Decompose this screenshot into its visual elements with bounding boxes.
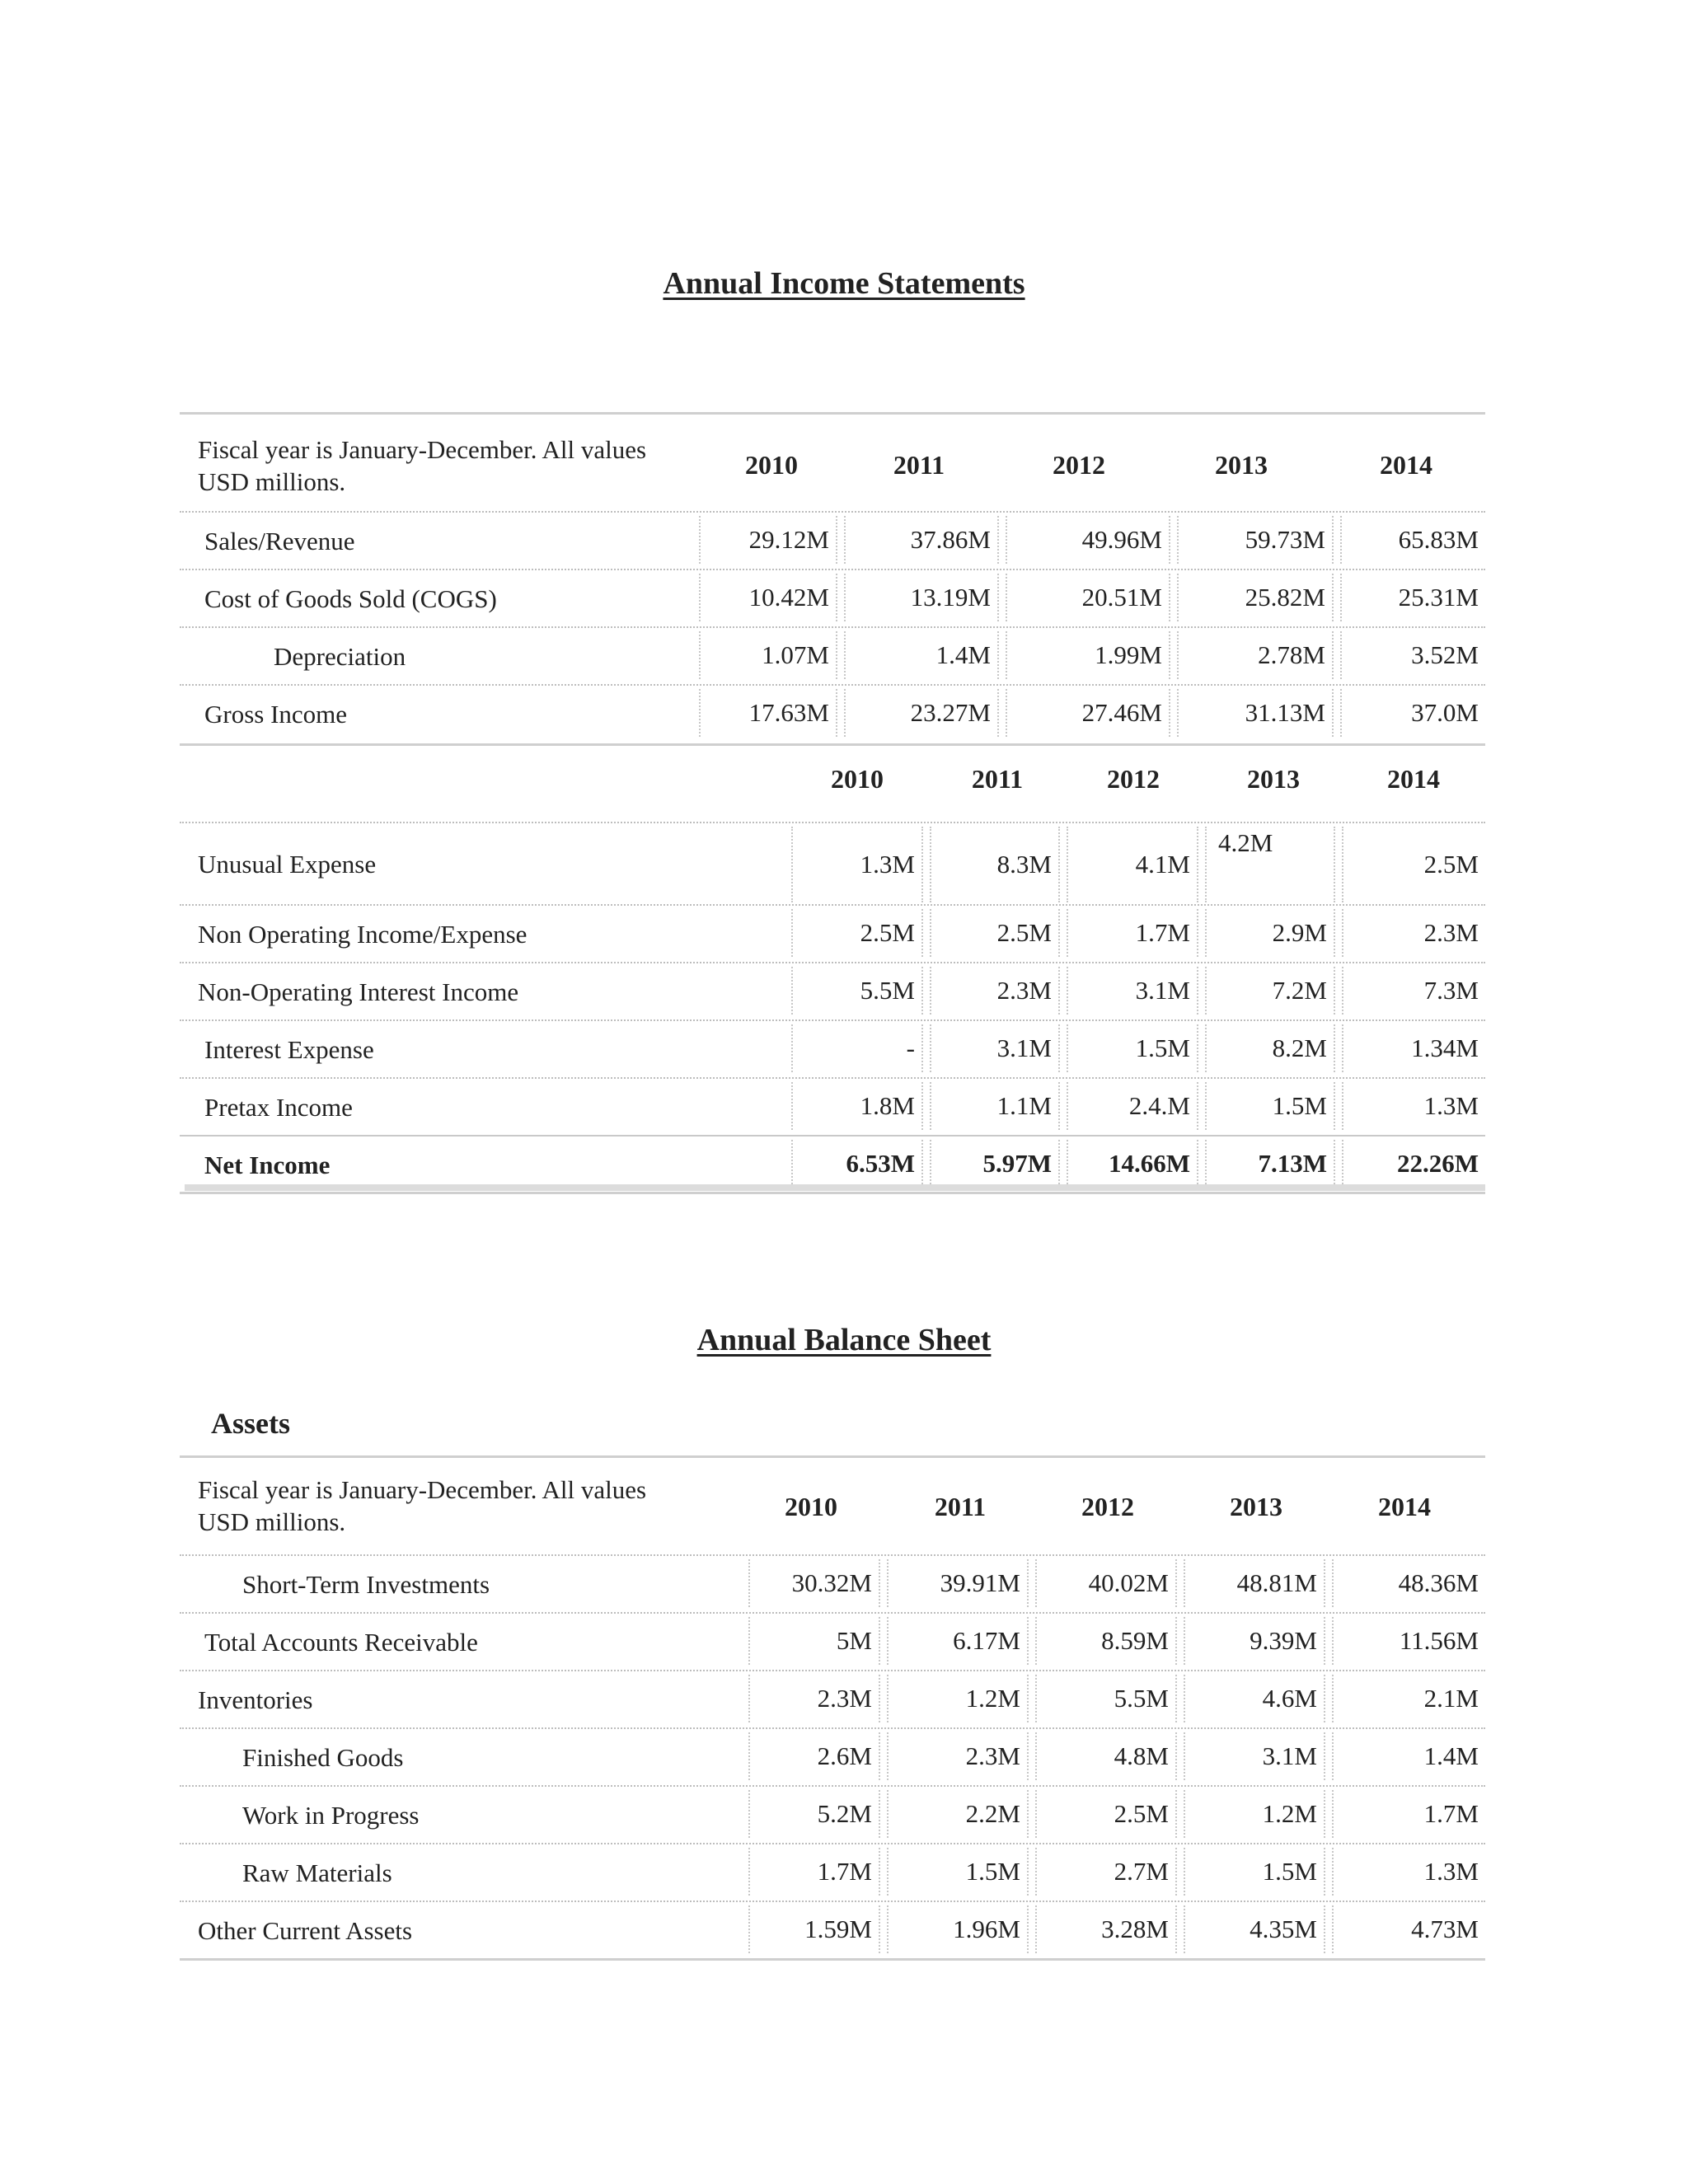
value-cell: 23.27M — [844, 689, 999, 737]
value-cell: 3.52M — [1340, 631, 1485, 679]
value-cell: 39.91M — [887, 1559, 1029, 1607]
value-cell: 1.7M — [748, 1848, 880, 1896]
value-cell: 1.7M — [1332, 1790, 1485, 1838]
balance-year-2013: 2013 — [1230, 1492, 1282, 1521]
value-cell: 1.5M — [1184, 1848, 1325, 1896]
net-income-row — [180, 1135, 1485, 1194]
row-label: Inventories — [198, 1685, 313, 1714]
value-cell: 5.5M — [1035, 1675, 1177, 1722]
value-cell: - — [791, 1024, 923, 1072]
value-cell: 2.4.M — [1067, 1082, 1198, 1130]
balance-year-2014: 2014 — [1378, 1492, 1431, 1521]
value-cell: 1.07M — [699, 631, 837, 679]
value-cell: 7.3M — [1342, 967, 1485, 1015]
income-year-2012: 2012 — [1053, 450, 1105, 480]
value-cell: 4.8M — [1035, 1732, 1177, 1780]
value-cell: 8.3M — [930, 827, 1060, 902]
value-cell: 8.59M — [1035, 1617, 1177, 1665]
row-label: Sales/Revenue — [204, 527, 355, 555]
table-row — [180, 822, 1485, 906]
value-cell: 25.31M — [1340, 574, 1485, 621]
row-label: Short-Term Investments — [242, 1570, 490, 1599]
income-header-note: Fiscal year is January-December. All values USD millions. — [198, 435, 647, 496]
table-row — [180, 1019, 1485, 1079]
value-cell: 1.5M — [1067, 1024, 1198, 1072]
value-cell: 14.66M — [1067, 1140, 1198, 1188]
value-cell: 4.73M — [1332, 1905, 1485, 1953]
value-cell: 1.59M — [748, 1905, 880, 1953]
value-cell: 2.7M — [1035, 1848, 1177, 1896]
value-cell: 3.1M — [1067, 967, 1198, 1015]
value-cell: 1.3M — [791, 827, 923, 902]
net-income-shade — [185, 1184, 1485, 1191]
income-year-2013: 2013 — [1247, 764, 1300, 794]
value-cell: 17.63M — [699, 689, 837, 737]
value-cell: 10.42M — [699, 574, 837, 621]
value-cell: 2.5M — [791, 909, 923, 957]
value-cell: 2.5M — [1035, 1790, 1177, 1838]
value-cell: 4.1M — [1067, 827, 1198, 902]
value-cell: 6.53M — [791, 1140, 923, 1188]
value-cell: 1.99M — [1006, 631, 1170, 679]
value-cell: 2.3M — [887, 1732, 1029, 1780]
balance-header-note: Fiscal year is January-December. All values USD millions. — [198, 1475, 647, 1536]
income-year-2013: 2013 — [1215, 450, 1268, 480]
value-cell: 11.56M — [1332, 1617, 1485, 1665]
table-row — [180, 1727, 1485, 1787]
value-cell: 40.02M — [1035, 1559, 1177, 1607]
value-cell: 5.2M — [748, 1790, 880, 1838]
value-cell: 7.13M — [1205, 1140, 1335, 1188]
value-cell: 27.46M — [1006, 689, 1170, 737]
value-cell: 37.86M — [844, 516, 999, 564]
value-cell: 37.0M — [1340, 689, 1485, 737]
value-cell: 1.5M — [887, 1848, 1029, 1896]
value-cell: 48.81M — [1184, 1559, 1325, 1607]
value-cell: 2.5M — [1342, 827, 1485, 902]
value-cell: 2.3M — [1342, 909, 1485, 957]
value-cell: 1.4M — [1332, 1732, 1485, 1780]
row-label: Interest Expense — [204, 1035, 374, 1064]
income-table-part1 — [180, 412, 1485, 750]
table-row — [180, 1900, 1485, 1960]
income-year-2010: 2010 — [745, 450, 798, 480]
table-row — [180, 1670, 1485, 1729]
row-label: Non Operating Income/Expense — [198, 920, 528, 949]
value-cell: 25.82M — [1177, 574, 1334, 621]
value-cell: 1.2M — [887, 1675, 1029, 1722]
value-cell: 2.78M — [1177, 631, 1334, 679]
row-label: Gross Income — [204, 700, 348, 729]
table-row — [180, 1554, 1485, 1614]
row-label: Total Accounts Receivable — [204, 1628, 478, 1657]
value-cell: 1.34M — [1342, 1024, 1485, 1072]
value-cell: 29.12M — [699, 516, 837, 564]
value-cell: 1.7M — [1067, 909, 1198, 957]
table-row — [180, 962, 1485, 1021]
value-cell: 2.5M — [930, 909, 1060, 957]
value-cell: 48.36M — [1332, 1559, 1485, 1607]
table-row — [180, 684, 1485, 743]
value-cell: 2.6M — [748, 1732, 880, 1780]
balance-title: Annual Balance Sheet — [696, 1323, 992, 1357]
balance-table — [180, 1455, 1485, 1958]
income-year-2014: 2014 — [1387, 764, 1440, 794]
value-cell: 2.9M — [1205, 909, 1335, 957]
table-row — [180, 1612, 1485, 1671]
income-bottom-rule — [180, 1192, 1485, 1194]
row-label: Pretax Income — [204, 1093, 353, 1122]
table-row — [180, 1843, 1485, 1902]
income-year-2014: 2014 — [1380, 450, 1432, 480]
balance-year-2012: 2012 — [1081, 1492, 1134, 1521]
value-cell: 3.1M — [930, 1024, 1060, 1072]
table-row — [180, 626, 1485, 686]
income-table-part2 — [180, 746, 1485, 1195]
value-cell: 1.8M — [791, 1082, 923, 1130]
row-label: Finished Goods — [242, 1743, 404, 1772]
value-cell: 9.39M — [1184, 1617, 1325, 1665]
row-label: Raw Materials — [242, 1858, 392, 1887]
income-header-row — [180, 434, 1485, 508]
income-title: Annual Income Statements — [663, 266, 1025, 301]
value-cell: 5.97M — [930, 1140, 1060, 1188]
table-row — [180, 1077, 1485, 1137]
value-cell: 5M — [748, 1617, 880, 1665]
balance-year-2010: 2010 — [785, 1492, 837, 1521]
row-label: Net Income — [204, 1151, 331, 1179]
value-cell: 65.83M — [1340, 516, 1485, 564]
assets-heading: Assets — [211, 1407, 290, 1440]
row-label: Unusual Expense — [198, 850, 377, 879]
table-row — [180, 511, 1485, 570]
value-cell: 4.2M — [1205, 827, 1335, 902]
value-cell: 2.2M — [887, 1790, 1029, 1838]
row-label: Other Current Assets — [198, 1916, 413, 1945]
value-cell: 1.96M — [887, 1905, 1029, 1953]
value-cell: 2.3M — [748, 1675, 880, 1722]
value-cell: 4.35M — [1184, 1905, 1325, 1953]
value-cell: 1.5M — [1205, 1082, 1335, 1130]
value-cell: 3.28M — [1035, 1905, 1177, 1953]
value-cell: 20.51M — [1006, 574, 1170, 621]
value-cell: 5.5M — [791, 967, 923, 1015]
value-cell: 59.73M — [1177, 516, 1334, 564]
value-cell: 30.32M — [748, 1559, 880, 1607]
value-cell: 1.3M — [1342, 1082, 1485, 1130]
value-cell: 1.2M — [1184, 1790, 1325, 1838]
income-header-row-2 — [180, 764, 1485, 805]
value-cell: 31.13M — [1177, 689, 1334, 737]
value-cell: 49.96M — [1006, 516, 1170, 564]
income-year-2010: 2010 — [831, 764, 884, 794]
row-label: Cost of Goods Sold (COGS) — [204, 584, 497, 613]
value-cell: 2.1M — [1332, 1675, 1485, 1722]
value-cell: 1.4M — [844, 631, 999, 679]
value-cell: 2.3M — [930, 967, 1060, 1015]
value-cell: 22.26M — [1342, 1140, 1485, 1188]
income-year-2011: 2011 — [971, 764, 1024, 794]
table-row — [180, 904, 1485, 963]
row-label: Non-Operating Interest Income — [198, 977, 519, 1006]
value-cell: 1.3M — [1332, 1848, 1485, 1896]
value-cell: 13.19M — [844, 574, 999, 621]
value-cell: 4.6M — [1184, 1675, 1325, 1722]
value-cell: 1.1M — [930, 1082, 1060, 1130]
balance-bottom-rule — [180, 1958, 1485, 1961]
value-cell: 8.2M — [1205, 1024, 1335, 1072]
income-year-2011: 2011 — [893, 450, 945, 480]
balance-header-row — [180, 1474, 1485, 1548]
row-label: Work in Progress — [242, 1801, 420, 1830]
income-year-2012: 2012 — [1107, 764, 1160, 794]
table-row — [180, 569, 1485, 628]
table-row — [180, 1785, 1485, 1844]
value-cell: 6.17M — [887, 1617, 1029, 1665]
value-cell: 7.2M — [1205, 967, 1335, 1015]
balance-year-2011: 2011 — [934, 1492, 987, 1521]
value-cell: 3.1M — [1184, 1732, 1325, 1780]
row-label: Depreciation — [274, 642, 406, 671]
